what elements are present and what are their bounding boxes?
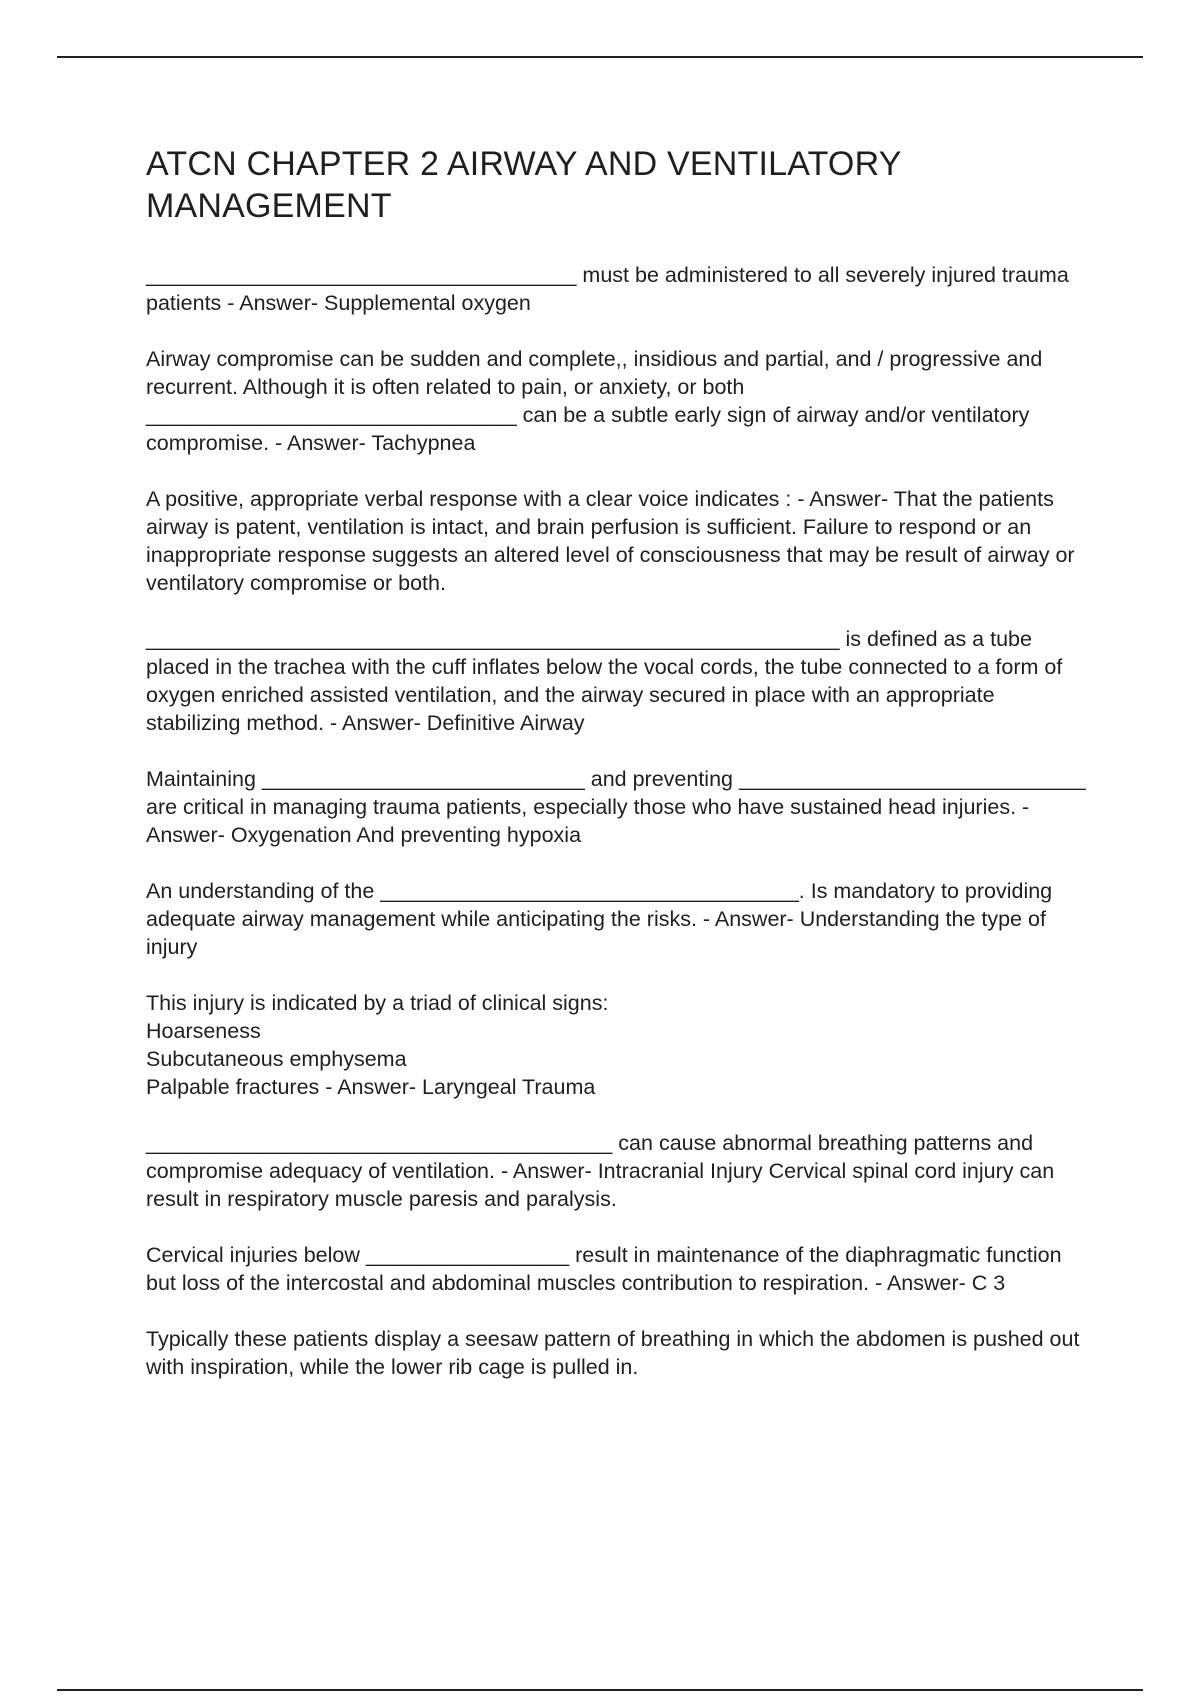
bottom-rule	[57, 1689, 1143, 1691]
qa-entry-verbal-response: A positive, appropriate verbal response with a clear voice indicates : - Answer- That the patients airway is patent, ventilation is intact, and brain perfusion is sufficient. Failure to respond or an inappropriate response suggests an altered level of consciousness that may be result of airway or ventilatory compromise or both.	[146, 487, 1075, 595]
document-body	[146, 143, 1086, 1409]
qa-entry-laryngeal-trauma: This injury is indicated by a triad of clinical signs: Hoarseness Subcutaneous emphysema Palpable fractures - Answer- Laryngeal Trauma	[146, 991, 609, 1099]
qa-entry-seesaw-breathing: Typically these patients display a seesaw pattern of breathing in which the abdomen is pushed out with inspiration, while the lower rib cage is pulled in.	[146, 1327, 1080, 1379]
qa-entry-oxygenation: Maintaining ___________________________ and preventing _____________________________ are critical in managing trauma patients, especially those who have sustained head injuries. - Answer- Oxygenation And preventing hypoxia	[146, 767, 1086, 847]
qa-entry-c3: Cervical injuries below _________________ result in maintenance of the diaphragmatic function but loss of the intercostal and abdominal muscles contribution to respiration. - Answer- C 3	[146, 1243, 1062, 1295]
qa-entry-definitive-airway: __________________________________________________________ is defined as a tube placed in the trachea with the cuff inflates below the vocal cords, the tube connected to a form of oxygen enriched assisted ventilation, and the airway secured in place with an appropriate stabilizing method. - Answer- Definitive Airway	[146, 627, 1063, 735]
qa-entry-intracranial-injury: _______________________________________ can cause abnormal breathing patterns and compromise adequacy of ventilation. - Answer- Intracranial Injury Cervical spinal cord injury can result in respiratory muscle paresis and paralysis.	[146, 1131, 1055, 1211]
qa-entry-supplemental-oxygen: ____________________________________ must be administered to all severely injured trauma patients - Answer- Supplemental oxygen	[146, 263, 1069, 315]
qa-entry-tachypnea: Airway compromise can be sudden and complete,, insidious and partial, and / progressive and recurrent. Although it is often related to pain, or anxiety, or both _______________________________ can be a subtle early sign of airway and/or ventilatory compromise. - Answer- Tachypnea	[146, 347, 1043, 455]
qa-entry-type-of-injury: An understanding of the ___________________________________. Is mandatory to providing adequate airway management while anticipating the risks. - Answer- Understanding the type of injury	[146, 879, 1053, 959]
document-title: ATCN CHAPTER 2 AIRWAY AND VENTILATORY MANAGEMENT	[146, 145, 901, 225]
top-rule	[57, 56, 1143, 58]
